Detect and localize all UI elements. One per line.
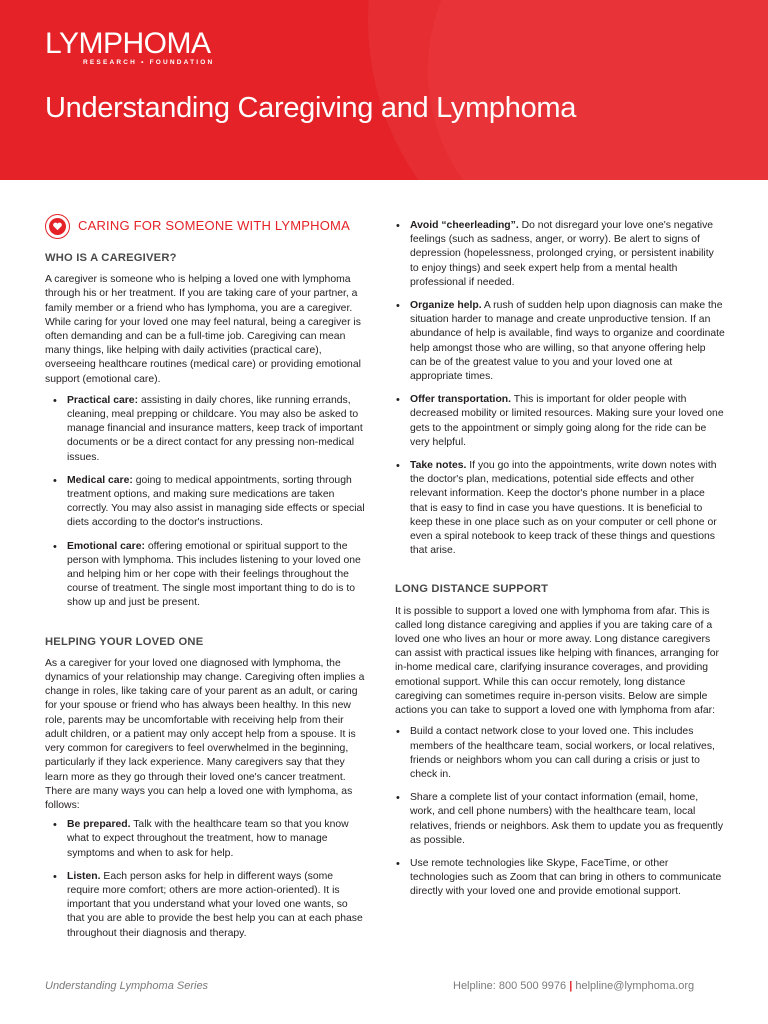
- item-text: If you go into the appointments, write down notes with the doctor's plan, medications, potential side effects and other relevant information. Keep the doctor's phone number in a place that is easy to find in case you have questions. It is beneficial to keep these in one place such as on your computer or cell phone or even a spiral notebook to keep track of these things and questions that arise.: [410, 460, 717, 557]
- helping-heading: HELPING YOUR LOVED ONE: [45, 635, 204, 648]
- lymphoma-logo: [45, 28, 214, 66]
- footer-separator: |: [569, 980, 573, 992]
- header-banner: [0, 0, 768, 180]
- item-text: Do not disregard your love one's negative feelings (such as sadness, anger, or worry). Be alert to signs of depression (hopelessness, prolonged crying, or persistent inability to enjoy things) and seek expert help from a mental health professional if needed.: [410, 220, 714, 288]
- list-item: • Build a contact network close to your loved one. This includes members of the healthcare team, social workers, or local relatives, friends or neighbors whom you can call during a crisis or just to check in.: [395, 725, 725, 782]
- who-intro: A caregiver is someone who is helping a loved one with lymphoma through his or her treatment. If you are taking care of your partner, a family member or a friend who has lymphoma, you are a caregiver. While caring for your loved one may feel natural, being a caregiver is often demanding and can be a full-time job. Caregiving can mean many things, like helping with daily activities (practical care), overseeing healthcare routines (medical care) or providing emotional support (emotional care).: [45, 274, 361, 385]
- logo-subtitle: RESEARCH • FOUNDATION: [83, 59, 215, 66]
- right-column: [395, 219, 725, 909]
- item-lead: Listen.: [67, 870, 101, 882]
- distance-list: [395, 725, 725, 899]
- list-item: [45, 474, 365, 531]
- who-heading: WHO IS A CAREGIVER?: [45, 252, 177, 264]
- list-item: • Use remote technologies like Skype, FaceTime, or other technologies such as Zoom that can bring in others to communicate directly with your loved one and provide emotional support.: [395, 857, 725, 900]
- list-item: [395, 219, 725, 290]
- list-item: [45, 540, 365, 611]
- item-lead: Organize help.: [410, 300, 482, 312]
- item-lead: Practical care:: [67, 394, 139, 406]
- left-column: [45, 214, 365, 950]
- list-item: [395, 459, 725, 558]
- distance-heading: LONG DISTANCE SUPPORT: [395, 583, 549, 596]
- item-text: assisting in daily chores, like running errands, cleaning, meal prepping or childcare. You may also be asked to manage financial and insurance matters, keep track of important documents or be a direct contact for any pressing non-medical issues.: [67, 394, 363, 463]
- item-lead: Be prepared.: [67, 819, 131, 831]
- logo-name: LYMPHOMA: [45, 27, 211, 60]
- header-decoration: [428, 0, 768, 180]
- heart-hand-icon: [45, 214, 70, 239]
- item-lead: Take notes.: [410, 460, 467, 472]
- list-item: [45, 818, 365, 861]
- list-item: [45, 870, 365, 941]
- footer-contact: [453, 980, 694, 992]
- item-lead: Avoid “cheerleading”.: [410, 220, 519, 231]
- list-item: [45, 394, 365, 465]
- item-text: going to medical appointments, sorting through treatment options, and making sure medications are taken correctly. You may also assist in managing side effects or special diets according to the doctor's instructions.: [67, 474, 365, 529]
- distance-intro: It is possible to support a loved one with lymphoma from afar. This is called long distance caregiving and applies if you are taking care of a loved one who lives an hour or more away. Long distance caregivers can assist with practical issues like helping with finances, arranging for in-home medical care, clarifying insurance coverages, and providing emotional support. While this can occur remotely, long distance caregiving can sometimes require in-person visits. Below are simple actions you can take to support a loved one with lymphoma from afar:: [395, 605, 719, 717]
- helpline-number[interactable]: Helpline: 800 500 9976: [453, 980, 567, 992]
- item-text: A rush of sudden help upon diagnosis can make the situation harder to manage and create unproductive tension. If an abundance of help is available, find ways to organize and coordinate help amongst those who are willing, so that anyone offering help can be of the greatest value to you and your loved one at appropriate times.: [410, 300, 725, 383]
- item-text: offering emotional or spiritual support to the person with lymphoma. This includes listening to your loved one and helping him or her cope with their feelings throughout the course of treatment. The single most important thing to do is to show up and just be present.: [67, 540, 361, 609]
- who-list: [45, 394, 365, 611]
- item-lead: Medical care:: [67, 474, 133, 486]
- item-text: Talk with the healthcare team so that you know what to expect throughout the treatment, how to manage symptoms and when to ask for help.: [67, 819, 349, 859]
- section-header: [45, 214, 365, 239]
- helping-list-continued: [395, 219, 725, 558]
- list-item: [395, 393, 725, 450]
- item-text: This is important for older people with decreased mobility or limited resources. Making sure your loved one gets to the appointment or simply going along for the ride can be very helpful.: [410, 394, 724, 448]
- list-item: [395, 299, 725, 384]
- list-item: • Share a complete list of your contact information (email, home, work, and cell phone numbers) with the healthcare team, local relatives, friends or neighbors. Ask them to update you as frequently as possible.: [395, 791, 725, 848]
- helpline-email-link[interactable]: helpline@lymphoma.org: [575, 980, 695, 992]
- footer-series: Understanding Lymphoma Series: [45, 980, 209, 992]
- section-title: CARING FOR SOMEONE WITH LYMPHOMA: [78, 218, 350, 234]
- item-lead: Offer transportation.: [410, 394, 512, 406]
- helping-list: [45, 818, 365, 941]
- helping-intro: As a caregiver for your loved one diagnosed with lymphoma, the dynamics of your relationship may change. Caregiving often implies a change in roles, like taking care of your parent as an adult, or caring for your spouse or friend who has always been healthy. In this new role, parents may be uncomfortable with receiving help from their adult children, or a patient may only accept help from a spouse. It is very common for caregivers to feel overwhelmed in the beginning, particularly if they lack experience. Many caregivers say that they learn more as they go through their loved one's cancer treatment. There are many ways you can help a loved one with lymphoma, as follows:: [45, 657, 365, 811]
- item-lead: Emotional care:: [67, 540, 145, 552]
- item-text: Each person asks for help in different ways (some require more comfort; others are more action-oriented). It is important that you understand what your loved one wants, so that you are able to provide the best help you can at each phase throughout their diagnosis and therapy.: [67, 870, 363, 939]
- page-title: Understanding Caregiving and Lymphoma: [45, 92, 577, 124]
